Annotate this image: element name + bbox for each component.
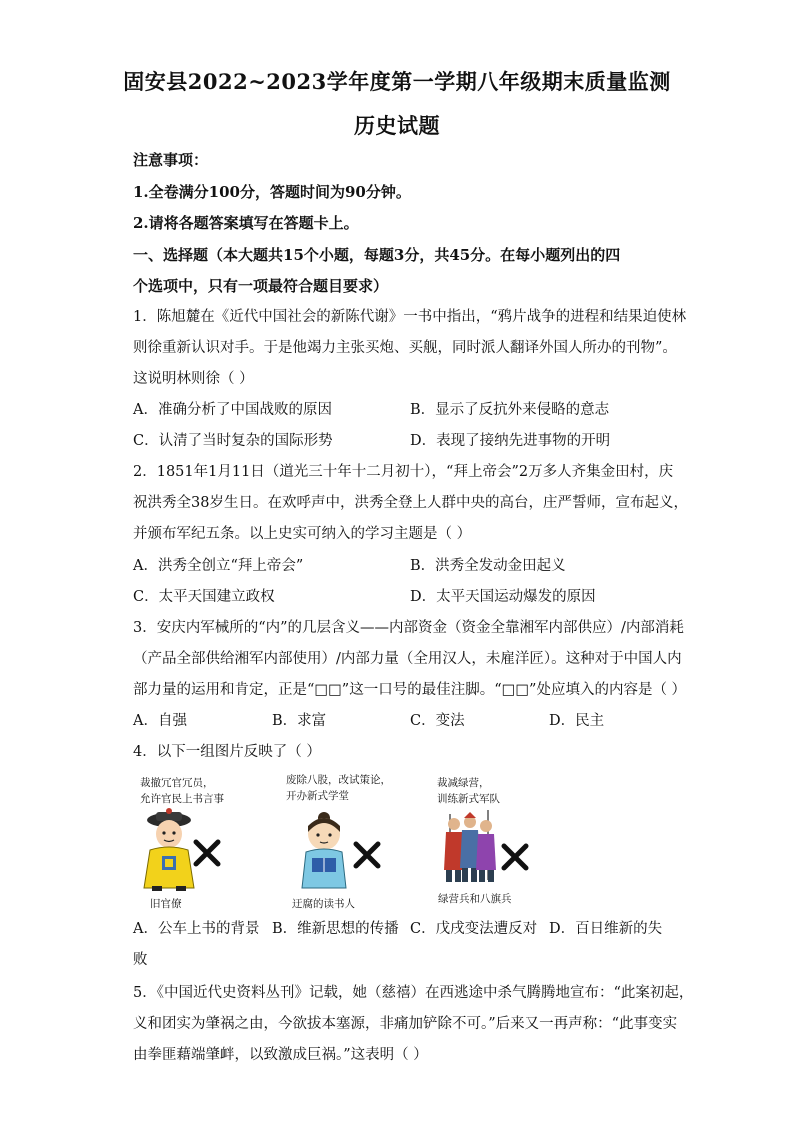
- option-a: A．洪秀全创立“拜上帝会”: [133, 558, 304, 574]
- option-c: C．戊戌变法遭反对: [410, 921, 538, 937]
- picture-caption: 裁撤冗官冗员，: [140, 777, 214, 789]
- option-b: B．求富: [272, 713, 327, 729]
- picture-label: 旧官僚: [150, 898, 182, 910]
- option-b: B．维新思想的传播: [272, 921, 399, 937]
- option-b: B．显示了反抗外来侵略的意志: [410, 402, 610, 418]
- question-text: 2．1851年1月11日（道光三十年十二月初十），“拜上帝会”2万多人齐集金田村，庆: [133, 464, 674, 480]
- question-text: 5．《中国近代史资料丛刊》记载，她（慈禧）在西逃途中杀气腾腾地宣布：“此案初起，: [133, 985, 694, 1001]
- question-text: 并颁布军纪五条。以上史实可纳入的学习主题是（ ）: [133, 526, 472, 542]
- notice-heading: 注意事项：: [133, 151, 209, 169]
- official-figure-icon: [138, 808, 200, 892]
- exam-title: 固安县2022~2023学年度第一学期八年级期末质量监测: [123, 69, 671, 94]
- picture-caption: 裁减绿营，: [437, 777, 490, 789]
- scholar-figure-icon: [292, 806, 356, 892]
- question-text: 3．安庆内军械所的“内”的几层含义——内部资金（资金全靠湘军内部供应）/内部消耗: [133, 620, 684, 636]
- option-a: A．自强: [133, 713, 187, 729]
- question-text: 1．陈旭麓在《近代中国社会的新陈代谢》一书中指出，“鸦片战争的进程和结果迫使林: [133, 309, 687, 325]
- option-d: D．民主: [549, 713, 605, 729]
- option-c: C．太平天国建立政权: [133, 589, 275, 605]
- question-text: 由拳匪藉端肇衅，以致激成巨祸。”这表明（ ）: [133, 1047, 428, 1063]
- notice-item: 2.请将各题答案填写在答题卡上。: [133, 214, 359, 232]
- picture-caption: 开办新式学堂: [286, 790, 349, 802]
- option-b: B．洪秀全发动金田起义: [410, 558, 566, 574]
- exam-subtitle: 历史试题: [354, 113, 440, 138]
- option-d: D．百日维新的失: [549, 921, 663, 937]
- picture-caption: 废除八股，改试策论，: [286, 774, 391, 786]
- section-heading-cont: 个选项中，只有一项最符合题目要求）: [133, 277, 389, 295]
- option-d-overflow: 败: [133, 952, 148, 968]
- soldiers-figure-icon: [436, 810, 502, 886]
- question-text: 部力量的运用和肯定，正是“□□”这一口号的最佳注脚。“□□”处应填入的内容是（ ）: [133, 682, 687, 698]
- question-text: 则徐重新认识对手。于是他竭力主张买炮、买舰，同时派人翻译外国人所办的刊物”。: [133, 340, 677, 356]
- question-text: 这说明林则徐（ ）: [133, 371, 254, 387]
- picture-label: 迂腐的读书人: [292, 898, 355, 910]
- picture-caption: 训练新式军队: [437, 793, 500, 805]
- cross-mark-icon: [192, 838, 222, 868]
- picture-label: 绿营兵和八旗兵: [438, 893, 512, 905]
- cross-mark-icon: [500, 842, 530, 872]
- question-text: 祝洪秀全38岁生日。在欢呼声中，洪秀全登上人群中央的高台，庄严誓师，宣布起义，: [133, 495, 688, 511]
- option-a: A．公车上书的背景: [133, 921, 260, 937]
- cross-mark-icon: [352, 840, 382, 870]
- notice-item: 1.全卷满分100分，答题时间为90分钟。: [133, 183, 411, 201]
- section-heading: 一、选择题（本大题共15个小题，每题3分，共45分。在每小题列出的四: [133, 246, 621, 264]
- option-d: D．表现了接纳先进事物的开明: [410, 433, 611, 449]
- option-a: A．准确分析了中国战败的原因: [133, 402, 332, 418]
- option-d: D．太平天国运动爆发的原因: [410, 589, 596, 605]
- question-text: 4．以下一组图片反映了（ ）: [133, 744, 321, 760]
- question-text: 义和团实为肇祸之由，今欲拔本塞源，非痛加铲除不可。”后来又一再声称：“此事变实: [133, 1016, 678, 1032]
- option-c: C．认清了当时复杂的国际形势: [133, 433, 333, 449]
- question-text: （产品全部供给湘军内部使用）/内部力量（全用汉人，未雇洋匠）。这种对于中国人内: [133, 651, 682, 667]
- picture-caption: 允许官民上书言事: [140, 793, 224, 805]
- option-c: C．变法: [410, 713, 465, 729]
